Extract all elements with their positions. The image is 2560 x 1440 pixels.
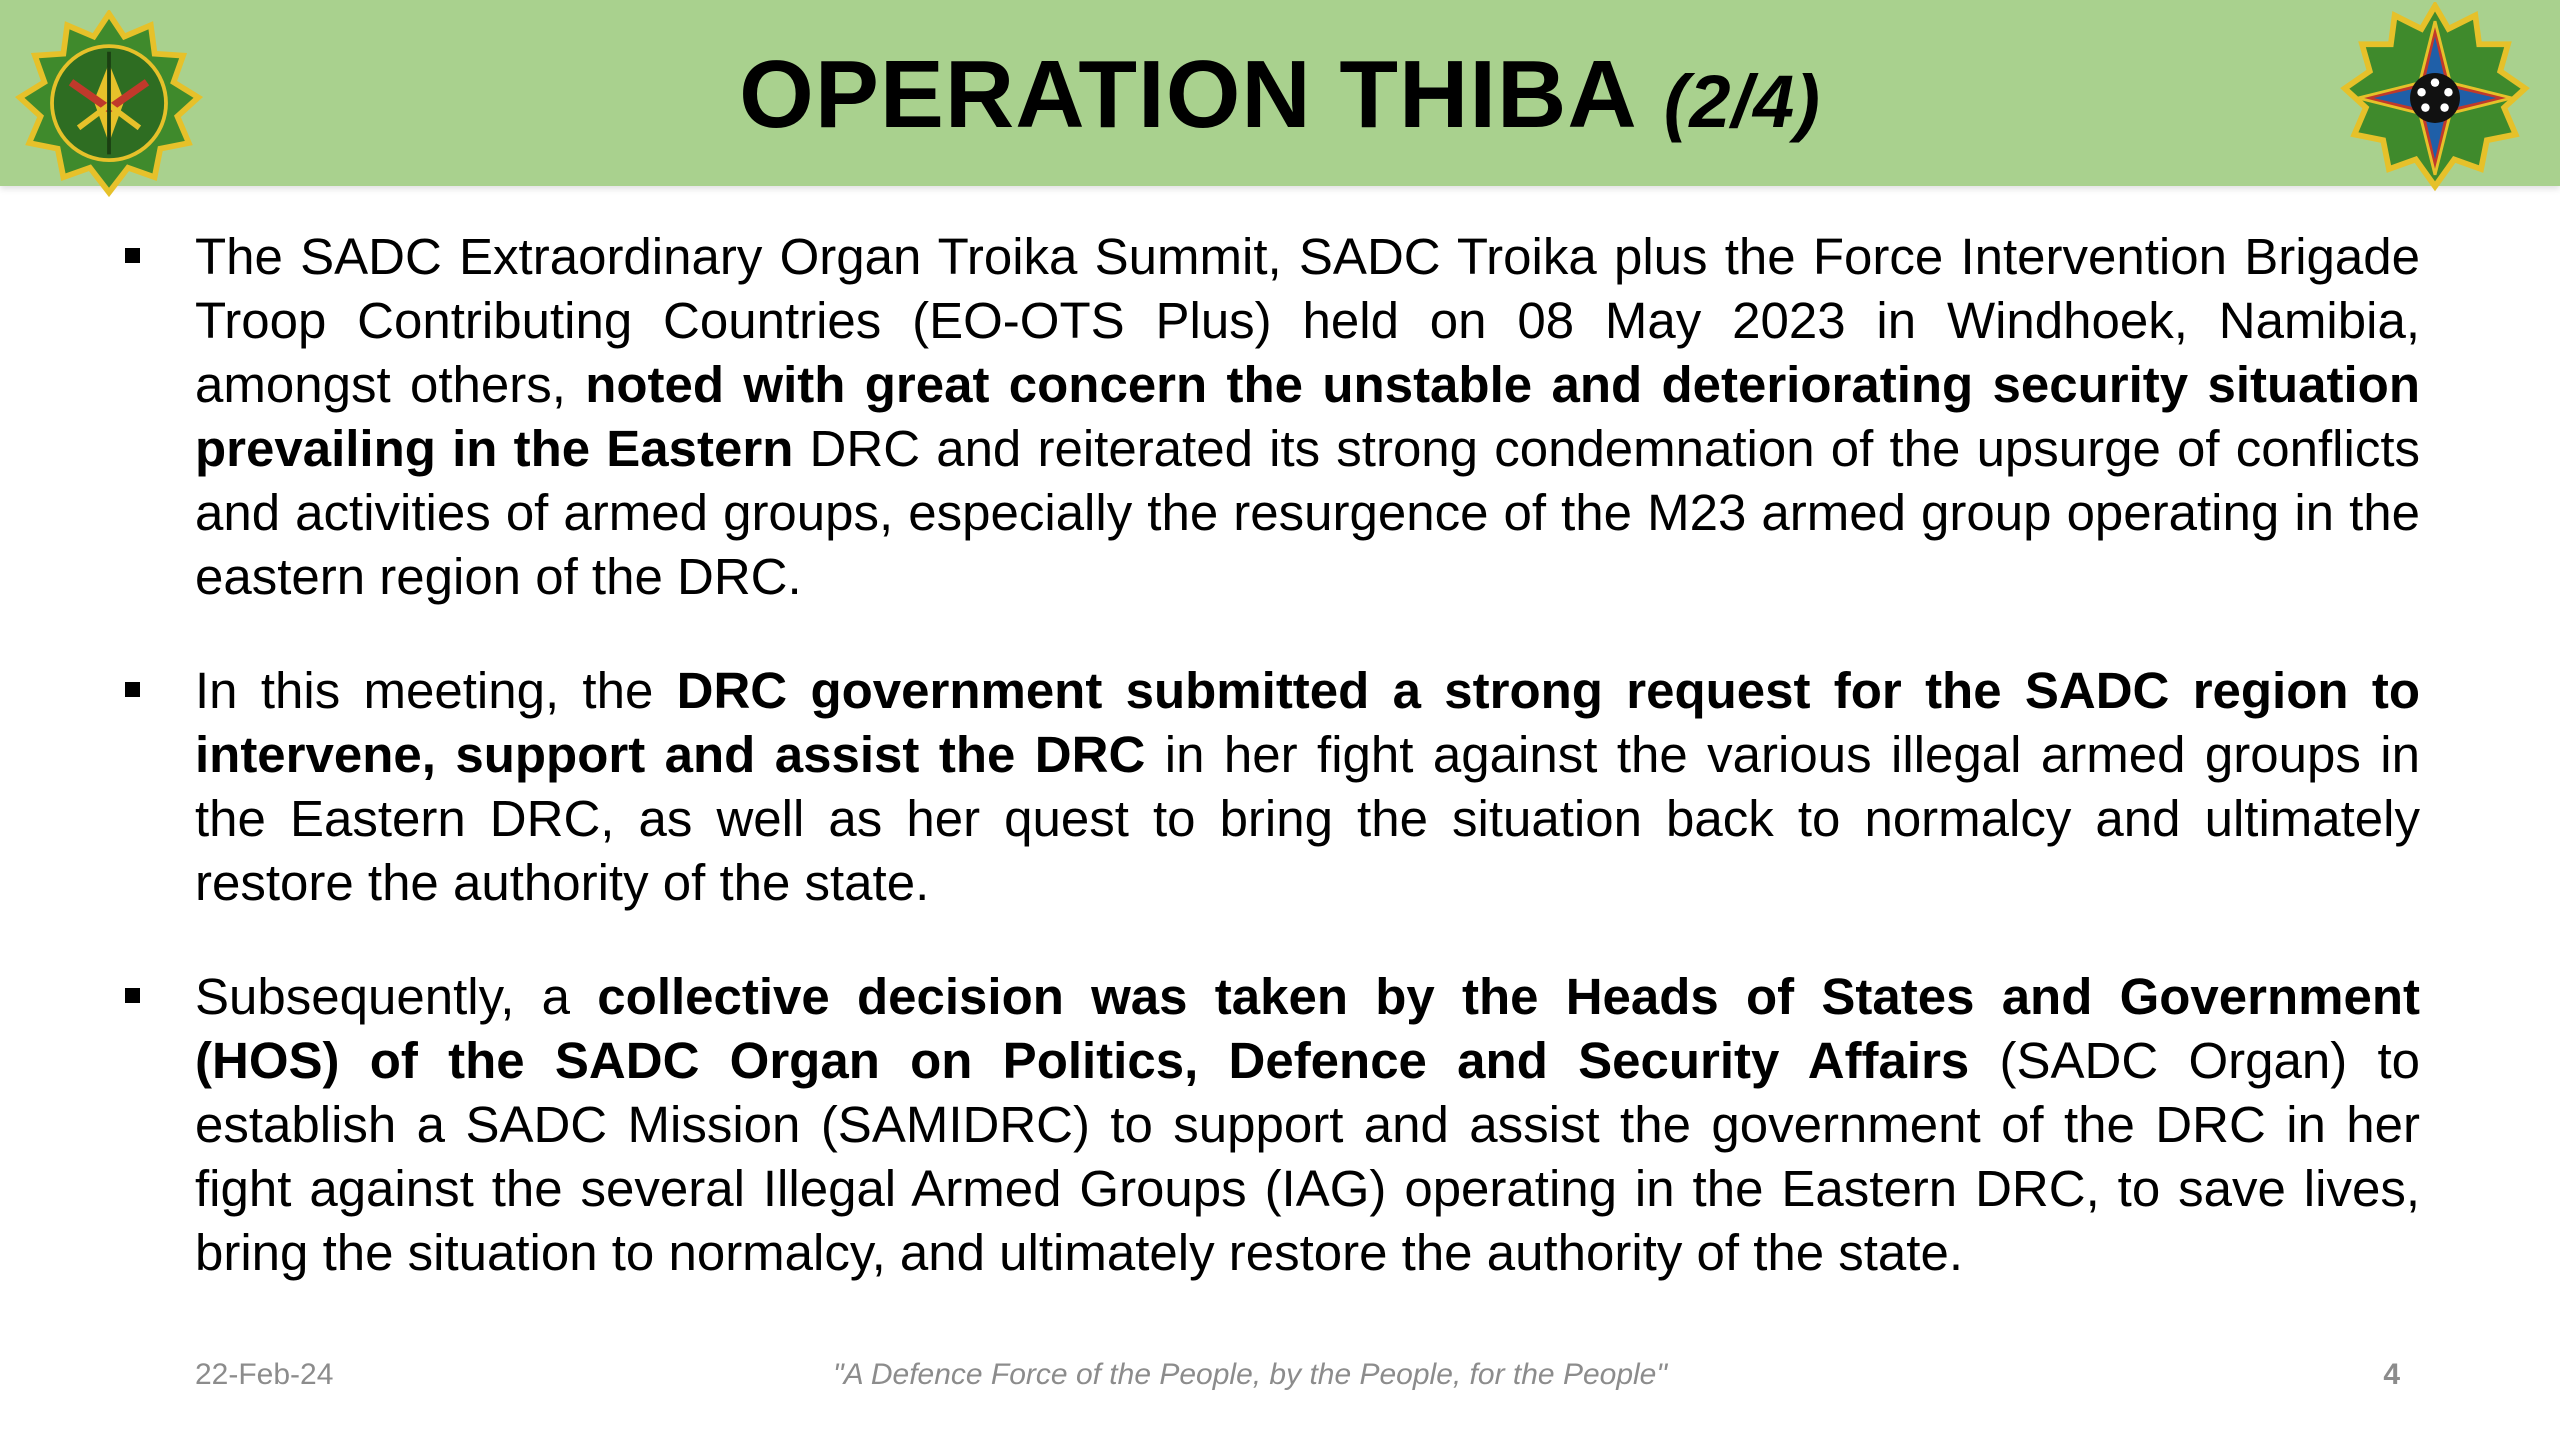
bullet-text-bold: DRC government submitted a strong request for the SADC region to intervene, support and assist the DRC xyxy=(195,662,2420,783)
bullet-text-normal: (SADC Organ) to establish a SADC Mission (SAMIDRC) to support and assist the government of the DRC in her fight against the several Illegal Armed Groups (IAG) operating in the Eastern DRC, to save lives, bring the situation to normalcy, and ultimately restore the authority of the state. xyxy=(195,1032,2420,1281)
bullet-list xyxy=(120,225,2420,1335)
slide-title xyxy=(0,0,2560,186)
bullet-item xyxy=(120,659,2420,915)
page-number: 4 xyxy=(2383,1358,2400,1391)
bullet-text-normal: DRC and reiterated its strong condemnation of the upsurge of conflicts and activities of armed groups, especially the resurgence of the M23 armed group operating in the eastern region of the DRC. xyxy=(195,420,2420,605)
slide-title-text: OPERATION THIBA xyxy=(739,41,1638,148)
bullet-text-normal: The SADC Extraordinary Organ Troika Summit, SADC Troika plus the Force Intervention Brigade Troop Contributing Countries (EO-OTS Plus) held on 08 May 2023 in Windhoek, Namibia, amongst others, xyxy=(195,228,2420,413)
bullet-text-normal: Subsequently, a xyxy=(195,968,598,1025)
bullet-item xyxy=(120,225,2420,609)
bullet-text-bold: noted with great concern the unstable and deteriorating security situation prevailing in the Eastern xyxy=(195,356,2420,477)
square-bullet-icon xyxy=(125,682,140,697)
square-bullet-icon xyxy=(125,248,140,263)
bullet-item xyxy=(120,965,2420,1285)
bullet-text-normal: in her fight against the various illegal armed groups in the Eastern DRC, as well as her quest to bring the situation back to normalcy and ultimately restore the authority of the state. xyxy=(195,726,2420,911)
slide-title-part: (2/4) xyxy=(1663,59,1821,143)
bullet-text-normal: In this meeting, the xyxy=(195,662,677,719)
footer-motto: "A Defence Force of the People, by the People, for the People" xyxy=(832,1358,1668,1391)
bullet-text-bold: collective decision was taken by the Heads of States and Government (HOS) of the SADC Organ on Politics, Defence and Security Affairs xyxy=(195,968,2421,1089)
footer-date: 22-Feb-24 xyxy=(195,1358,334,1391)
square-bullet-icon xyxy=(125,988,140,1003)
